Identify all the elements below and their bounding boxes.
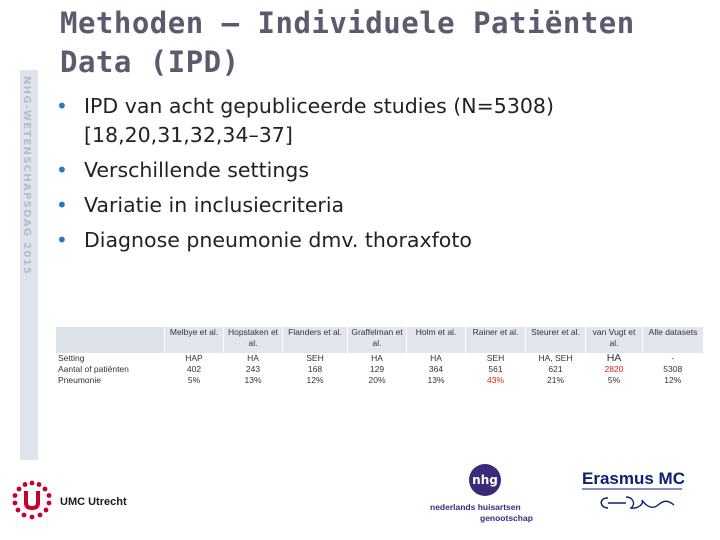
table-cell: 168 xyxy=(307,364,323,374)
table-cell: - xyxy=(671,353,675,363)
column-header: van Vugt et al. xyxy=(586,327,643,353)
bullet-dot-icon: • xyxy=(56,228,68,252)
table-cell: 20% xyxy=(368,375,386,385)
nhg-logo xyxy=(425,460,550,528)
table-cell: 621 xyxy=(548,364,563,374)
studies-table xyxy=(56,327,703,386)
bullet-dot-icon: • xyxy=(56,158,68,182)
column-header: Flanders et al. xyxy=(283,327,348,353)
row-label: Setting xyxy=(58,353,85,363)
table-cell: 12% xyxy=(306,375,324,385)
bullet-dot-icon: • xyxy=(56,193,68,217)
table-cell: 129 xyxy=(369,364,385,374)
bullet-item xyxy=(54,226,694,255)
table-cell: 561 xyxy=(488,364,503,374)
bullet-dot-icon: • xyxy=(56,94,68,118)
nhg-logo-line1: nederlands huisartsen xyxy=(430,502,521,512)
table-cell: 364 xyxy=(428,364,444,374)
table-cell: HA, SEH xyxy=(538,353,573,363)
erasmus-mc-logo xyxy=(578,464,698,524)
slide-title: Methoden – Individuele Patiënten Data (IPD) xyxy=(60,6,635,79)
table-row xyxy=(56,353,703,364)
table-corner-cell xyxy=(56,327,165,353)
row-label: Pneumonie xyxy=(58,375,102,385)
table-cell: 13% xyxy=(427,375,445,385)
nhg-logo-line2: genootschap xyxy=(480,513,533,523)
table-cell: 21% xyxy=(546,375,564,385)
column-header: Graffelman et al. xyxy=(348,327,407,353)
emc-logo-name: Erasmus MC xyxy=(582,469,685,488)
column-header: Melbye et al. xyxy=(165,327,224,353)
table-cell-highlight: 43% xyxy=(486,375,504,385)
bullet-item xyxy=(54,92,694,150)
table-cell: 12% xyxy=(664,375,682,385)
bullet-text: IPD van acht gepubliceerde studies (N=5308) [18,20,31,32,34–37] xyxy=(84,94,554,147)
column-header: Holm et al. xyxy=(407,327,466,353)
bullet-item xyxy=(54,191,694,220)
table-cell: HA xyxy=(430,353,442,363)
table-cell: 402 xyxy=(186,364,202,374)
row-label: Aantal of patiënten xyxy=(58,364,129,374)
umc-utrecht-logo xyxy=(10,478,160,522)
table-header-row xyxy=(56,327,703,353)
table-cell-highlight: 2820 xyxy=(604,364,624,374)
table-row xyxy=(56,375,703,386)
column-header: Rainer et al. xyxy=(466,327,526,353)
umc-emblem-icon xyxy=(13,481,52,520)
table-cell: HA xyxy=(371,353,383,363)
bullet-text: Verschillende settings xyxy=(84,158,309,182)
table-row xyxy=(56,364,703,375)
bullet-text: Variatie in inclusiecriteria xyxy=(84,193,345,217)
table-cell: 5% xyxy=(187,375,201,385)
umc-logo-text: UMC Utrecht xyxy=(60,496,127,508)
table-cell: HAP xyxy=(185,353,203,363)
table-cell: SEH xyxy=(306,353,324,363)
bullet-text: Diagnose pneumonie dmv. thoraxfoto xyxy=(84,228,472,252)
table-cell: HA xyxy=(606,352,622,364)
column-header: Alle datasets xyxy=(643,327,704,353)
table-cell: HA xyxy=(247,353,259,363)
table-cell: SEH xyxy=(486,353,505,363)
table-cell: 5% xyxy=(607,375,621,385)
table-cell: 243 xyxy=(245,364,261,374)
column-header: Steurer et al. xyxy=(526,327,586,353)
table-cell: 5308 xyxy=(663,364,683,374)
bullet-item xyxy=(54,156,694,185)
table-cell: 13% xyxy=(244,375,262,385)
bullet-list xyxy=(54,92,694,261)
column-header: Hopstaken et al. xyxy=(224,327,283,353)
sidebar-vertical-label: NHG-WETENSCHAPSDAG 2015 xyxy=(21,76,32,276)
nhg-logo-mark: nhg xyxy=(472,473,498,487)
